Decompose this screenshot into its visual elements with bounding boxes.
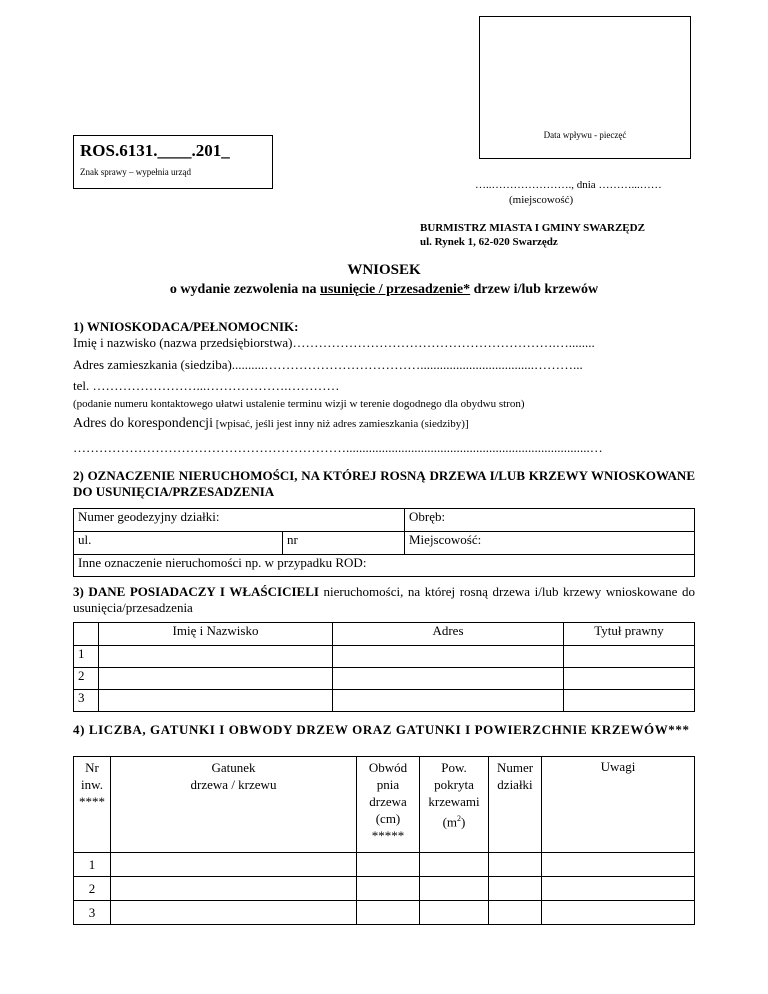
owners-row-number: 2 <box>74 668 99 690</box>
trees-cell[interactable] <box>542 901 695 925</box>
plot-line: działki <box>497 777 533 792</box>
trees-header-area <box>420 757 489 853</box>
document-title: WNIOSEK <box>347 262 421 278</box>
locality-cell[interactable]: Miejscowość: <box>405 532 695 555</box>
owners-table <box>73 622 695 712</box>
trees-table <box>73 756 695 925</box>
trees-header-nr <box>74 757 111 853</box>
trees-row-number: 1 <box>74 853 111 877</box>
owners-cell[interactable] <box>564 690 695 712</box>
tel-note: (podanie numeru kontaktowego ułatwi ustalenie terminu wizji w terenie dogodnego dla obydwu stron) <box>73 398 525 410</box>
owners-row-number: 3 <box>74 690 99 712</box>
applicant-address-line[interactable]: Adres zamieszkania (siedziba)..........………………………………...................................………... <box>73 357 583 372</box>
case-number-box <box>73 135 273 189</box>
owners-cell[interactable] <box>99 668 333 690</box>
section3-heading-rest: nieruchomości, na której rosną drzewa i/lub krzewy wnioskowane do usunięcia/przesadzenia <box>73 584 695 615</box>
trees-cell[interactable] <box>420 853 489 877</box>
area-unit <box>424 810 484 830</box>
stamp-label: Data wpływu - pieczęć <box>543 130 627 140</box>
owners-cell[interactable] <box>333 646 564 668</box>
addressee-line2: ul. Rynek 1, 62-020 Swarzędz <box>420 236 558 248</box>
trees-cell[interactable] <box>357 853 420 877</box>
correspondence-label: Adres do korespondencji <box>73 416 213 431</box>
trees-cell[interactable] <box>489 877 542 901</box>
subtitle-after: drzew i/lub krzewów <box>470 282 599 297</box>
owners-header-address: Adres <box>333 623 564 646</box>
nr-line: **** <box>79 794 105 809</box>
plot-number-cell[interactable]: Numer geodezyjny działki: <box>74 509 405 532</box>
owners-cell[interactable] <box>564 668 695 690</box>
species-line: drzewa / krzewu <box>190 777 277 792</box>
street-cell[interactable]: ul. <box>74 532 283 555</box>
owners-cell[interactable] <box>99 690 333 712</box>
nr-line: inw. <box>81 777 103 792</box>
trees-header-notes: Uwagi <box>542 757 695 853</box>
addressee-line1: BURMISTRZ MIASTA I GMINY SWARZĘDZ <box>420 222 645 234</box>
section4-heading: 4) LICZBA, GATUNKI I OBWODY DRZEW ORAZ GATUNKI I POWIERZCHNIE KRZEWÓW*** <box>73 722 690 737</box>
circ-line: drzewa <box>369 794 407 809</box>
species-line: Gatunek <box>211 760 256 775</box>
correspondence-dots[interactable]: ………………………………………………………...........................................................................… <box>73 440 603 455</box>
trees-cell[interactable] <box>111 877 357 901</box>
subtitle-before: o wydanie zezwolenia na <box>169 282 321 297</box>
trees-cell[interactable] <box>489 901 542 925</box>
owners-cell[interactable] <box>99 646 333 668</box>
case-number: ROS.6131.____.201_ <box>80 141 230 160</box>
trees-cell[interactable] <box>111 901 357 925</box>
place-date-line: …..…………………., dnia ………...…… <box>475 179 662 191</box>
area-unit-open: (m <box>442 814 458 830</box>
circ-line: Obwód <box>368 760 408 775</box>
section3-heading <box>73 584 695 616</box>
owners-row-number: 1 <box>74 646 99 668</box>
tel-line[interactable]: tel. ……………………...……………….………… <box>73 378 340 393</box>
trees-header-circumference <box>357 757 420 853</box>
trees-header-species <box>111 757 357 853</box>
area-line: krzewami <box>428 794 480 809</box>
case-number-note: Znak sprawy – wypełnia urząd <box>80 167 191 177</box>
area-unit-exp: 2 <box>457 814 462 823</box>
stamp-box <box>479 16 691 159</box>
circ-line: (cm) <box>375 811 401 826</box>
owners-header-nr <box>74 623 99 646</box>
trees-cell[interactable] <box>111 853 357 877</box>
trees-cell[interactable] <box>489 853 542 877</box>
trees-header-plot <box>489 757 542 853</box>
area-unit-close: ) <box>461 814 466 830</box>
nr-line: Nr <box>85 760 99 775</box>
owners-header-name: Imię i Nazwisko <box>99 623 333 646</box>
owners-cell[interactable] <box>333 690 564 712</box>
trees-cell[interactable] <box>420 877 489 901</box>
trees-row-number: 3 <box>74 901 111 925</box>
section2-heading: 2) OZNACZENIE NIERUCHOMOŚCI, NA KTÓREJ ROSNĄ DRZEWA I/LUB KRZEWY WNIOSKOWANE DO USUNIĘCIA/PRZESADZENIA <box>73 468 695 499</box>
owners-header-title: Tytuł prawny <box>564 623 695 646</box>
trees-row-number: 2 <box>74 877 111 901</box>
house-number-cell[interactable]: nr <box>283 532 405 555</box>
subtitle-underlined: usunięcie / przesadzenie* <box>320 282 471 297</box>
trees-cell[interactable] <box>357 877 420 901</box>
circ-line: ***** <box>371 828 405 843</box>
applicant-name-line[interactable]: Imię i nazwisko (nazwa przedsiębiorstwa)…………………………………………………….…........ <box>73 335 595 350</box>
rod-cell[interactable]: Inne oznaczenie nieruchomości np. w przypadku ROD: <box>74 555 695 577</box>
document-subtitle <box>0 282 768 298</box>
section1-heading: 1) WNIOSKODACA/PEŁNOMOCNIK: <box>73 319 299 334</box>
area-line: Pow. <box>441 760 467 775</box>
section3-heading-bold: 3) DANE POSIADACZY I WŁAŚCICIELI <box>73 584 319 599</box>
owners-cell[interactable] <box>333 668 564 690</box>
precinct-cell[interactable]: Obręb: <box>405 509 695 532</box>
trees-cell[interactable] <box>357 901 420 925</box>
trees-cell[interactable] <box>542 853 695 877</box>
area-line: pokryta <box>434 777 474 792</box>
trees-cell[interactable] <box>542 877 695 901</box>
owners-cell[interactable] <box>564 646 695 668</box>
trees-cell[interactable] <box>420 901 489 925</box>
place-caption: (miejscowość) <box>509 194 574 206</box>
circ-line: pnia <box>376 777 400 792</box>
correspondence-line <box>73 414 469 432</box>
correspondence-note: [wpisać, jeśli jest inny niż adres zamieszkania (siedziby)] <box>212 418 469 430</box>
property-table <box>73 508 695 577</box>
plot-line: Numer <box>496 760 534 775</box>
